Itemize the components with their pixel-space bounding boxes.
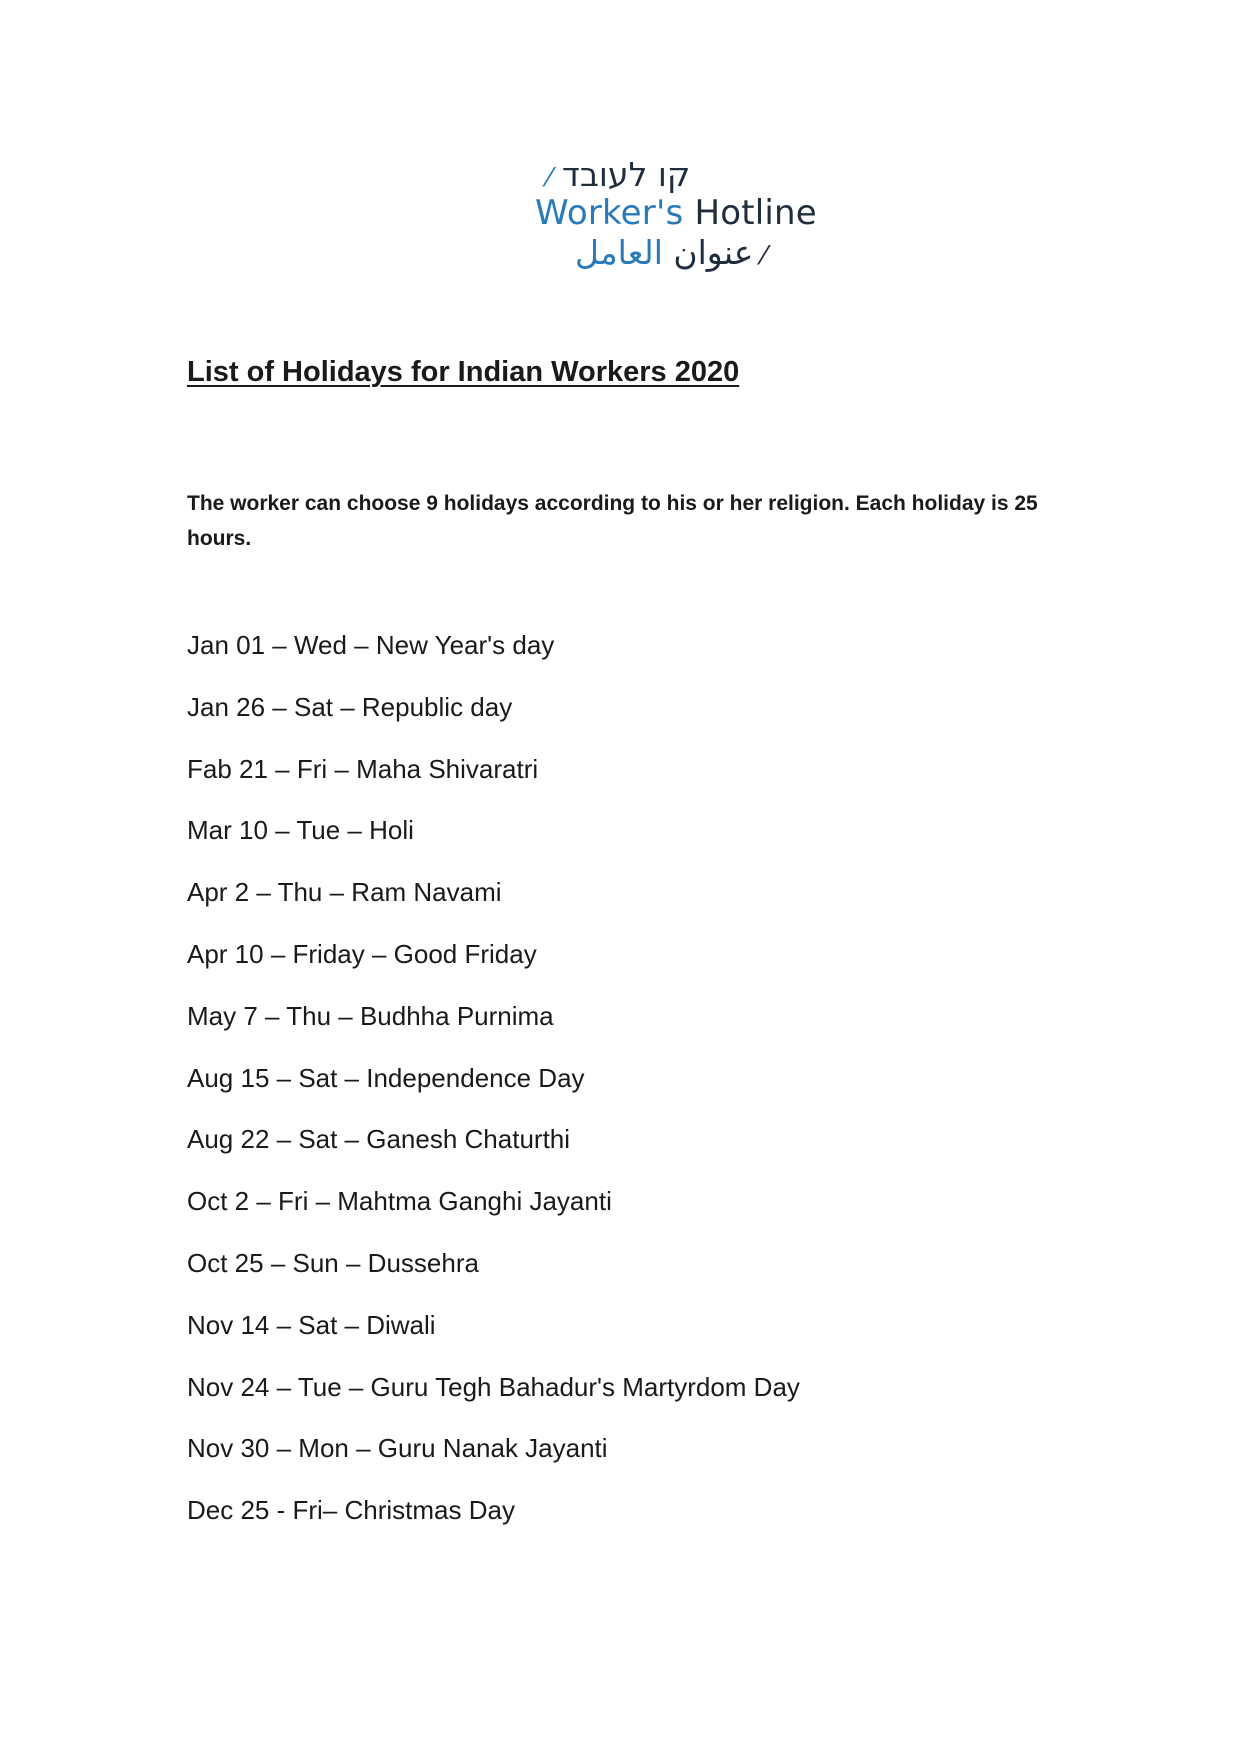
- holiday-item: May 7 – Thu – Budhha Purnima: [187, 1000, 554, 1031]
- holiday-item: Nov 24 – Tue – Guru Tegh Bahadur's Martyrdom Day: [187, 1371, 800, 1402]
- holiday-item: Nov 30 – Mon – Guru Nanak Jayanti: [187, 1433, 608, 1464]
- holiday-list: [187, 628, 800, 1555]
- swoosh-icon: ⁄: [753, 241, 767, 271]
- logo-hebrew-line: [547, 155, 691, 194]
- holiday-item: Jan 01 – Wed – New Year's day: [187, 630, 555, 660]
- intro-paragraph: The worker can choose 9 holidays according to his or her religion. Each holiday is 25 hours.: [187, 492, 1038, 550]
- holiday-item: Oct 2 – Fri – Mahtma Ganghi Jayanti: [187, 1186, 612, 1217]
- logo-arabic-line: [575, 233, 767, 272]
- swoosh-icon: ⁄: [547, 163, 552, 193]
- holiday-item: Dec 25 - Fri– Christmas Day: [187, 1495, 515, 1526]
- logo-english-hotline: Hotline: [694, 193, 817, 233]
- holiday-item: Nov 14 – Sat – Diwali: [187, 1309, 436, 1340]
- holiday-item: Fab 21 – Fri – Maha Shivaratri: [187, 753, 539, 784]
- logo-hebrew-text: קו לעובד: [561, 155, 691, 194]
- holiday-item: Jan 26 – Sat – Republic day: [187, 691, 513, 722]
- document-title: List of Holidays for Indian Workers 2020: [187, 356, 740, 388]
- logo-arabic-word1: عنوان: [673, 233, 754, 272]
- holiday-item: Apr 2 – Thu – Ram Navami: [187, 877, 502, 908]
- holiday-item: Mar 10 – Tue – Holi: [187, 815, 414, 846]
- holiday-item: Apr 10 – Friday – Good Friday: [187, 938, 537, 969]
- logo-english-line: [535, 193, 817, 233]
- holiday-item: Aug 22 – Sat – Ganesh Chaturthi: [187, 1124, 571, 1155]
- workers-hotline-logo: [535, 155, 817, 278]
- logo-arabic-word2: العامل: [575, 233, 663, 272]
- holiday-item: Oct 25 – Sun – Dussehra: [187, 1247, 479, 1278]
- holiday-item: Aug 15 – Sat – Independence Day: [187, 1062, 585, 1093]
- logo-english-workers: Worker's: [535, 193, 684, 233]
